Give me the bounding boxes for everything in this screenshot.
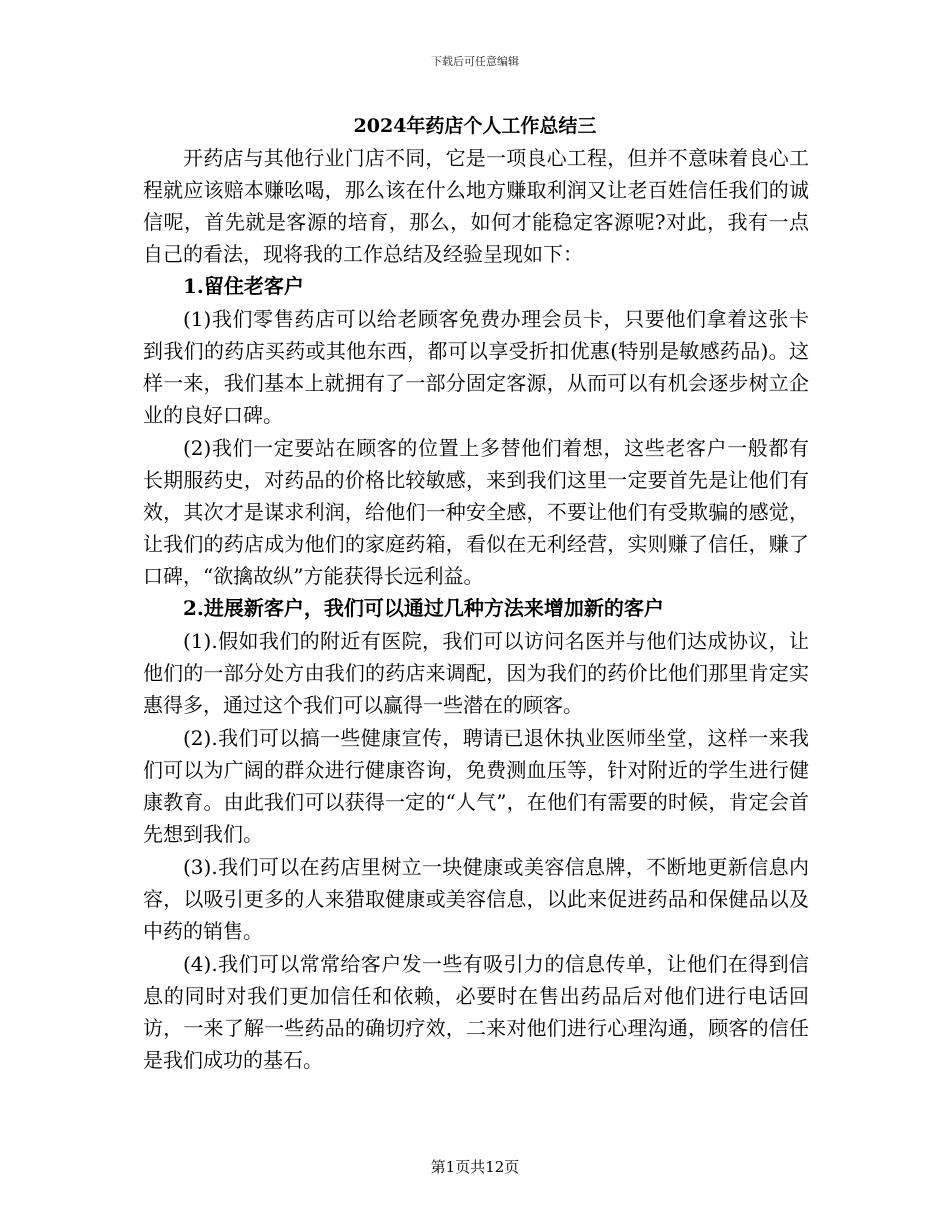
document-title: 2024年药店个人工作总结三 — [353, 115, 597, 137]
body-paragraph: (2).我们可以搞一些健康宣传，聘请已退休执业医师坐堂，这样一来我们可以为广阔的群众进行健康咨询，免费测血压等，针对附近的学生进行健康教育。由此我们可以获得一定的“人气”，在他们有需要的时候，肯定会首先想到我们。 — [143, 726, 809, 846]
body-paragraph: (3).我们可以在药店里树立一块健康或美容信息牌，不断地更新信息内容，以吸引更多的人来猎取健康或美容信息，以此来促进药品和保健品以及中药的销售。 — [143, 855, 809, 943]
page-header: 下载后可任意编辑 — [431, 55, 519, 68]
body-paragraph: (1)我们零售药店可以给老顾客免费办理会员卡，只要他们拿着这张卡到我们的药店买药或其他东西，都可以享受折扣优惠(特别是敏感药品)。这样一来，我们基本上就拥有了一部分固定客源，从而可以有机会逐步树立企业的良好口碑。 — [143, 307, 809, 427]
section-heading-new-customers: 2.进展新客户，我们可以通过几种方法来增加新的客户 — [183, 596, 664, 620]
intro-paragraph: 开药店与其他行业门店不同，它是一项良心工程，但并不意味着良心工程就应该赔本赚吆喝，那么该在什么地方赚取利润又让老百姓信任我们的诚信呢，首先就是客源的培育，那么，如何才能稳定客源呢?对此，我有一点自己的看法，现将我的工作总结及经验呈现如下： — [143, 146, 809, 266]
body-paragraph: (4).我们可以常常给客户发一些有吸引力的信息传单，让他们在得到信息的同时对我们更加信任和依赖，必要时在售出药品后对他们进行电话回访，一来了解一些药品的确切疗效，二来对他们进行心理沟通，顾客的信任是我们成功的基石。 — [143, 952, 809, 1072]
page-footer: 第1页共12页 — [430, 1158, 520, 1176]
document-body — [143, 142, 809, 1076]
body-paragraph: (1).假如我们的附近有医院，我们可以访问名医并与他们达成协议，让他们的一部分处方由我们的药店来调配，因为我们的药价比他们那里肯定实惠得多，通过这个我们可以赢得一些潜在的顾客。 — [143, 629, 809, 717]
section-heading-retain-customers: 1.留住老客户 — [183, 274, 304, 298]
body-paragraph: (2)我们一定要站在顾客的位置上多替他们着想，这些老客户一般都有长期服药史，对药品的价格比较敏感，来到我们这里一定要首先是让他们有效，其次才是谋求利润，给他们一种安全感，不要让他们有受欺骗的感觉，让我们的药店成为他们的家庭药箱，看似在无利经营，实则赚了信任，赚了口碑，“欲擒故纵”方能获得长远利益。 — [143, 436, 809, 588]
